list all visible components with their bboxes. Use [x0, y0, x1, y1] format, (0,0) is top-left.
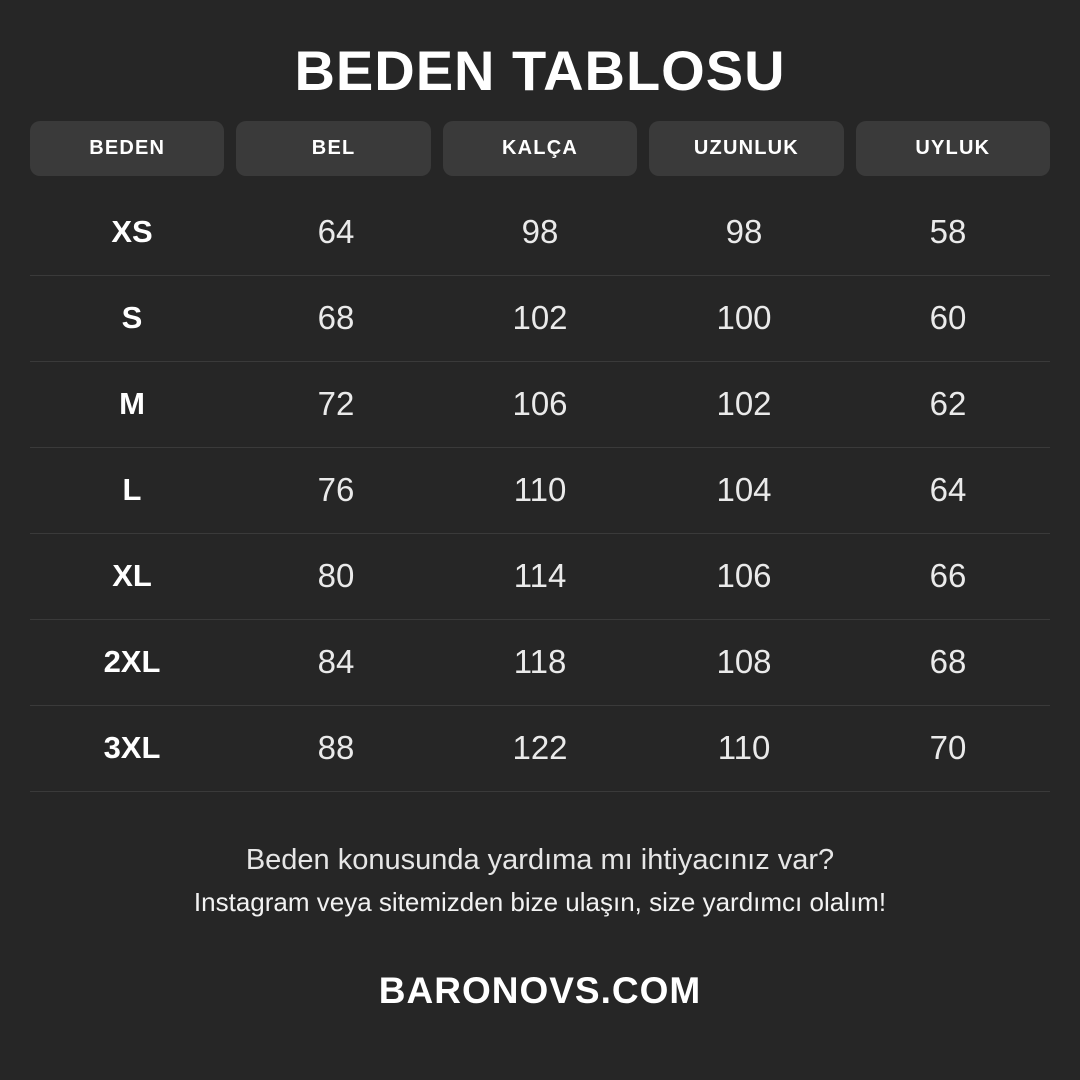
cell-uyluk: 64: [929, 471, 967, 509]
cell-size: XS: [111, 214, 153, 250]
column-header-uyluk: UYLUK: [856, 121, 1050, 176]
cell-size: L: [122, 472, 142, 508]
cell-uyluk: 66: [929, 557, 967, 595]
cell-uzunluk: 110: [717, 729, 771, 767]
cell-kalca: 122: [512, 729, 568, 767]
cell-kalca: 114: [513, 557, 567, 595]
help-instruction: Instagram veya sitemizden bize ulaşın, size yardımcı olalım!: [193, 886, 887, 917]
table-row: [30, 706, 1050, 792]
table-row: [30, 534, 1050, 620]
cell-kalca: 98: [521, 213, 559, 251]
table-body: [30, 190, 1050, 792]
cell-size: S: [121, 300, 143, 336]
cell-kalca: 102: [512, 299, 568, 337]
cell-size: XL: [112, 558, 152, 594]
cell-size: M: [119, 386, 145, 422]
cell-bel: 72: [317, 385, 355, 423]
brand-website: BARONOVS.COM: [378, 969, 702, 1011]
cell-uyluk: 58: [929, 213, 967, 251]
cell-uyluk: 60: [929, 299, 967, 337]
cell-uyluk: 68: [929, 643, 967, 681]
cell-bel: 68: [317, 299, 355, 337]
cell-uzunluk: 102: [716, 385, 772, 423]
cell-bel: 88: [317, 729, 355, 767]
cell-uzunluk: 108: [716, 643, 772, 681]
cell-kalca: 106: [512, 385, 568, 423]
cell-bel: 84: [317, 643, 355, 681]
cell-bel: 64: [317, 213, 355, 251]
cell-uzunluk: 104: [716, 471, 772, 509]
cell-uyluk: 70: [929, 729, 967, 767]
table-row: [30, 448, 1050, 534]
cell-uzunluk: 106: [716, 557, 772, 595]
cell-bel: 80: [317, 557, 355, 595]
cell-bel: 76: [317, 471, 355, 509]
table-row: [30, 190, 1050, 276]
column-header-beden: BEDEN: [30, 121, 224, 176]
help-footer: [30, 844, 1050, 918]
page-title: BEDEN TABLOSU: [294, 39, 786, 102]
cell-kalca: 118: [513, 643, 567, 681]
cell-uzunluk: 100: [716, 299, 772, 337]
table-row: [30, 362, 1050, 448]
table-row: [30, 276, 1050, 362]
table-header-row: [30, 121, 1050, 176]
cell-uyluk: 62: [929, 385, 967, 423]
column-header-bel: BEL: [236, 121, 430, 176]
table-row: [30, 620, 1050, 706]
cell-size: 3XL: [103, 730, 161, 766]
column-header-kalca: KALÇA: [443, 121, 637, 176]
help-question: Beden konusunda yardıma mı ihtiyacınız var?: [245, 843, 835, 876]
cell-kalca: 110: [513, 471, 567, 509]
column-header-uzunluk: UZUNLUK: [649, 121, 843, 176]
cell-size: 2XL: [103, 644, 161, 680]
cell-uzunluk: 98: [725, 213, 763, 251]
